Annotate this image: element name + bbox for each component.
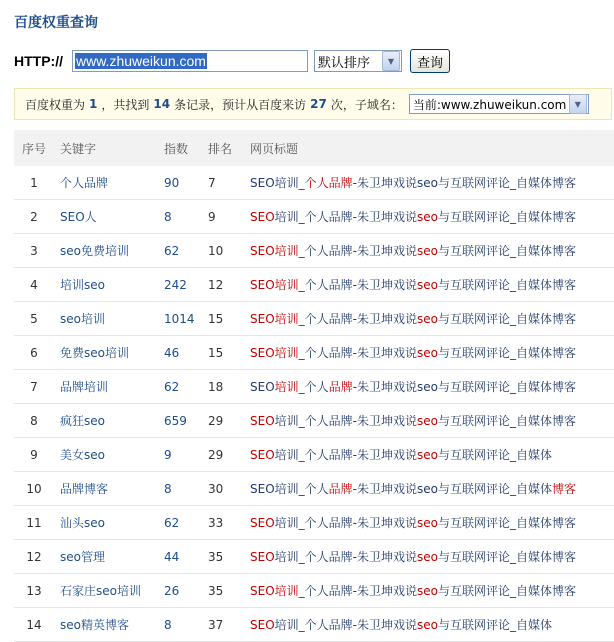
row-title (250, 446, 614, 463)
title-text: _个人品牌-朱卫坤戏说 (298, 278, 417, 292)
header-index: 指数 (164, 141, 189, 156)
row-title (250, 344, 614, 361)
row-title (250, 174, 614, 191)
title-text: -朱卫坤戏说seo与互联网评论_自媒体 (352, 482, 552, 496)
title-keyword-highlight: seo (417, 346, 438, 360)
row-title (250, 310, 614, 327)
row-index (164, 346, 208, 360)
header-rank: 排名 (208, 141, 233, 156)
row-index-link[interactable]: 62 (164, 379, 180, 394)
row-title-link[interactable] (250, 482, 576, 496)
url-input-value: www.zhuweikun.com (76, 53, 206, 69)
summary-records-text: 条记录，预计从百度来访 (174, 97, 307, 112)
row-keyword-link[interactable]: 品牌博客 (60, 482, 109, 496)
title-keyword-highlight: SEO (250, 414, 275, 428)
row-keyword-link[interactable]: 个人品牌 (60, 176, 109, 190)
row-rank: 30 (208, 481, 224, 496)
row-index-link[interactable]: 1014 (164, 311, 195, 326)
title-keyword-highlight: 博客 (551, 482, 576, 496)
row-rank: 12 (208, 277, 224, 292)
title-text: _个人品牌-朱卫坤戏说 (298, 584, 417, 598)
title-text: -朱卫坤戏说seo与互联网评论_自媒体博客 (352, 176, 576, 190)
row-no: 14 (26, 617, 42, 632)
row-keyword (54, 208, 164, 225)
summary-visits-unit: 次 (330, 97, 343, 112)
table-row (14, 370, 614, 404)
header-title: 网页标题 (250, 141, 299, 156)
row-rank: 18 (208, 379, 224, 394)
table-body (14, 166, 614, 642)
row-keyword (54, 548, 164, 565)
title-keyword-highlight: SEO培训 (250, 346, 299, 360)
row-keyword (54, 412, 164, 429)
row-keyword-link[interactable]: 免费seo培训 (60, 346, 129, 360)
row-keyword (54, 310, 164, 327)
row-no: 8 (30, 413, 38, 428)
summary-visits: 27 (310, 97, 327, 111)
title-text: 培训_个人品牌-朱卫坤戏说 (274, 448, 417, 462)
summary-count: 14 (153, 97, 171, 111)
header-keyword: 关键字 (60, 141, 97, 156)
row-title (250, 378, 614, 395)
table-row (14, 540, 614, 574)
row-keyword (54, 616, 164, 633)
title-text: 与互联网评论_自媒体博客 (437, 584, 576, 598)
row-no: 3 (30, 243, 38, 258)
row-title-link[interactable] (250, 278, 576, 292)
row-keyword (54, 276, 164, 293)
title-text: -朱卫坤戏说seo与互联网评论_自媒体博客 (352, 380, 577, 394)
row-rank: 9 (208, 209, 216, 224)
row-index (164, 244, 208, 258)
results-table (14, 130, 614, 642)
row-no: 13 (26, 583, 42, 598)
row-index (164, 482, 208, 496)
row-keyword-link[interactable]: seo管理 (60, 550, 105, 564)
title-text: 与互联网评论_自媒体 (437, 448, 552, 462)
title-text: _个人 (298, 380, 329, 394)
row-title-link[interactable] (250, 414, 576, 428)
title-text: 培训_个人品牌-朱卫坤戏说 (274, 550, 417, 564)
row-title (250, 616, 614, 633)
row-rank: 7 (208, 175, 216, 190)
title-keyword-highlight: SEO培训 (250, 312, 299, 326)
title-keyword-highlight: SEO培训 (250, 584, 299, 598)
title-text: 培训_个人品牌-朱卫坤戏说 (274, 618, 417, 632)
subdomain-select[interactable] (409, 94, 589, 114)
title-keyword-highlight: seo (417, 244, 438, 258)
table-header (14, 130, 614, 166)
protocol-label: HTTP:// (14, 53, 63, 69)
title-text: _个人品牌-朱卫坤戏说 (298, 244, 417, 258)
row-no: 6 (30, 345, 38, 360)
row-title (250, 480, 614, 497)
title-keyword-highlight: SEO (250, 448, 275, 462)
row-title (250, 548, 614, 565)
row-index (164, 618, 208, 632)
title-text: 与互联网评论_自媒体 (437, 618, 552, 632)
title-keyword-highlight: SEO (250, 550, 275, 564)
row-keyword-link[interactable]: 疯狂seo (60, 414, 105, 428)
row-index-link[interactable]: 659 (164, 413, 187, 428)
row-keyword (54, 582, 164, 599)
row-keyword-link[interactable]: 美女seo (60, 448, 105, 462)
table-row (14, 302, 614, 336)
row-index-link[interactable]: 90 (164, 175, 180, 190)
row-title (250, 582, 614, 599)
title-keyword-highlight: seo (417, 448, 438, 462)
subdomain-select-value: 当前:www.zhuweikun.com (412, 97, 567, 112)
row-index-link[interactable]: 9 (164, 447, 172, 462)
row-keyword (54, 174, 164, 191)
row-keyword-link[interactable]: seo培训 (60, 312, 105, 326)
row-index-link[interactable]: 242 (164, 277, 187, 292)
summary-weight: 1 (89, 97, 98, 111)
row-index (164, 414, 208, 428)
title-keyword-highlight: seo (417, 414, 438, 428)
row-rank: 15 (208, 345, 224, 360)
sort-select-value: 默认排序 (318, 55, 371, 71)
row-rank: 15 (208, 311, 224, 326)
chevron-down-icon[interactable]: ▼ (382, 51, 400, 71)
row-index-link[interactable]: 8 (164, 481, 172, 496)
row-title-link[interactable] (250, 346, 576, 360)
row-title-link[interactable] (250, 380, 576, 394)
title-text: 培训_个人品牌-朱卫坤戏说 (274, 414, 417, 428)
row-title-link[interactable] (250, 244, 576, 258)
row-rank: 37 (208, 617, 224, 632)
title-text: 与互联网评论_自媒体博客 (437, 278, 576, 292)
row-no: 11 (26, 515, 42, 530)
title-text: 与互联网评论_自媒体博客 (437, 346, 576, 360)
table-row (14, 608, 614, 642)
row-keyword (54, 378, 164, 395)
row-title-link[interactable] (250, 176, 576, 190)
title-text: 与互联网评论_自媒体博客 (437, 414, 576, 428)
row-index (164, 312, 208, 326)
summary-bar (14, 88, 612, 120)
table-row (14, 472, 614, 506)
row-keyword-link[interactable]: seo免费培训 (60, 244, 129, 258)
row-keyword-link[interactable]: seo精英博客 (60, 618, 129, 632)
title-text: _个人品牌-朱卫坤戏说 (298, 312, 417, 326)
query-form (14, 48, 450, 74)
title-keyword-highlight: seo (417, 516, 438, 530)
row-no: 10 (26, 481, 42, 496)
row-index-link[interactable]: 44 (164, 549, 180, 564)
row-index-link[interactable]: 62 (164, 515, 180, 530)
title-text: SEO培训_ (250, 176, 305, 190)
row-title (250, 514, 614, 531)
row-keyword (54, 514, 164, 531)
row-title-link[interactable] (250, 584, 576, 598)
title-text: SEO培训_个人 (250, 482, 329, 496)
table-row (14, 438, 614, 472)
row-title-link[interactable] (250, 210, 576, 224)
table-row (14, 336, 614, 370)
title-keyword-highlight: 培训 (274, 380, 299, 394)
table-row (14, 506, 614, 540)
row-keyword (54, 480, 164, 497)
row-no: 5 (30, 311, 38, 326)
title-keyword-highlight: 个人品牌 (304, 176, 353, 190)
title-keyword-highlight: SEO培训 (250, 244, 299, 258)
title-text: 与互联网评论_自媒体博客 (437, 550, 576, 564)
row-keyword (54, 344, 164, 361)
row-no: 7 (30, 379, 38, 394)
row-rank: 10 (208, 243, 224, 258)
title-text: 培训_个人品牌-朱卫坤戏说 (274, 210, 417, 224)
table-row (14, 234, 614, 268)
row-keyword-link[interactable]: 汕头seo (60, 516, 105, 530)
title-keyword-highlight: seo (417, 618, 438, 632)
title-text: SEO (250, 380, 275, 394)
table-row (14, 166, 614, 200)
row-index-link[interactable]: 62 (164, 243, 180, 258)
row-rank: 35 (208, 583, 224, 598)
row-index (164, 380, 208, 394)
title-keyword-highlight: seo (417, 584, 438, 598)
row-no: 9 (30, 447, 38, 462)
row-index-link[interactable]: 46 (164, 345, 180, 360)
title-keyword-highlight: seo (417, 312, 438, 326)
title-text: 与互联网评论_自媒体博客 (437, 312, 576, 326)
row-no: 1 (30, 175, 38, 190)
row-index (164, 550, 208, 564)
row-keyword-link[interactable]: 培训seo (60, 278, 105, 292)
summary-subdomain-text: ，子域名： (342, 97, 403, 112)
table-row (14, 200, 614, 234)
row-no: 4 (30, 277, 38, 292)
row-no: 2 (30, 209, 38, 224)
row-index (164, 210, 208, 224)
title-text: 与互联网评论_自媒体博客 (437, 516, 576, 530)
row-title-link[interactable] (250, 618, 552, 632)
title-text: _个人品牌-朱卫坤戏说 (298, 346, 417, 360)
title-keyword-highlight: 品牌 (328, 482, 353, 496)
table-row (14, 404, 614, 438)
row-index (164, 278, 208, 292)
row-keyword (54, 446, 164, 463)
table-row (14, 574, 614, 608)
summary-weight-text: 百度权重为 (25, 97, 86, 112)
row-title (250, 208, 614, 225)
row-index (164, 584, 208, 598)
row-rank: 33 (208, 515, 224, 530)
title-keyword-highlight: SEO (250, 516, 275, 530)
row-title (250, 276, 614, 293)
row-index (164, 176, 208, 190)
row-index-link[interactable]: 8 (164, 617, 172, 632)
sort-select[interactable] (314, 50, 402, 72)
row-title (250, 242, 614, 259)
title-text: 与互联网评论_自媒体博客 (437, 244, 576, 258)
title-text: 培训_个人品牌-朱卫坤戏说 (274, 516, 417, 530)
row-title-link[interactable] (250, 448, 552, 462)
row-rank: 35 (208, 549, 224, 564)
row-index (164, 516, 208, 530)
row-no: 12 (26, 549, 42, 564)
row-title-link[interactable] (250, 312, 576, 326)
page-title: 百度权重查询 (14, 15, 98, 31)
row-rank: 29 (208, 447, 224, 462)
row-title-link[interactable] (250, 516, 576, 530)
row-index-link[interactable]: 26 (164, 583, 180, 598)
query-button[interactable]: 查询 (410, 49, 450, 73)
title-keyword-highlight: SEO培训 (250, 278, 299, 292)
header-no: 序号 (21, 141, 46, 156)
row-title-link[interactable] (250, 550, 576, 564)
title-keyword-highlight: SEO (250, 210, 275, 224)
row-keyword (54, 242, 164, 259)
row-keyword-link[interactable]: SEO人 (60, 210, 97, 224)
row-keyword-link[interactable]: 品牌培训 (60, 380, 109, 394)
title-keyword-highlight: seo (417, 278, 438, 292)
title-text: 与互联网评论_自媒体博客 (437, 210, 576, 224)
row-index (164, 448, 208, 462)
chevron-down-icon[interactable]: ▼ (569, 94, 587, 114)
title-keyword-highlight: seo (417, 550, 438, 564)
row-title (250, 412, 614, 429)
title-keyword-highlight: SEO (250, 618, 275, 632)
row-keyword-link[interactable]: 石家庄seo培训 (60, 584, 141, 598)
row-index-link[interactable]: 8 (164, 209, 172, 224)
summary-found-text: ，共找到 (101, 97, 150, 112)
url-input[interactable] (72, 50, 308, 72)
title-keyword-highlight: 品牌 (328, 380, 353, 394)
row-rank: 29 (208, 413, 224, 428)
table-row (14, 268, 614, 302)
title-keyword-highlight: seo (417, 210, 438, 224)
